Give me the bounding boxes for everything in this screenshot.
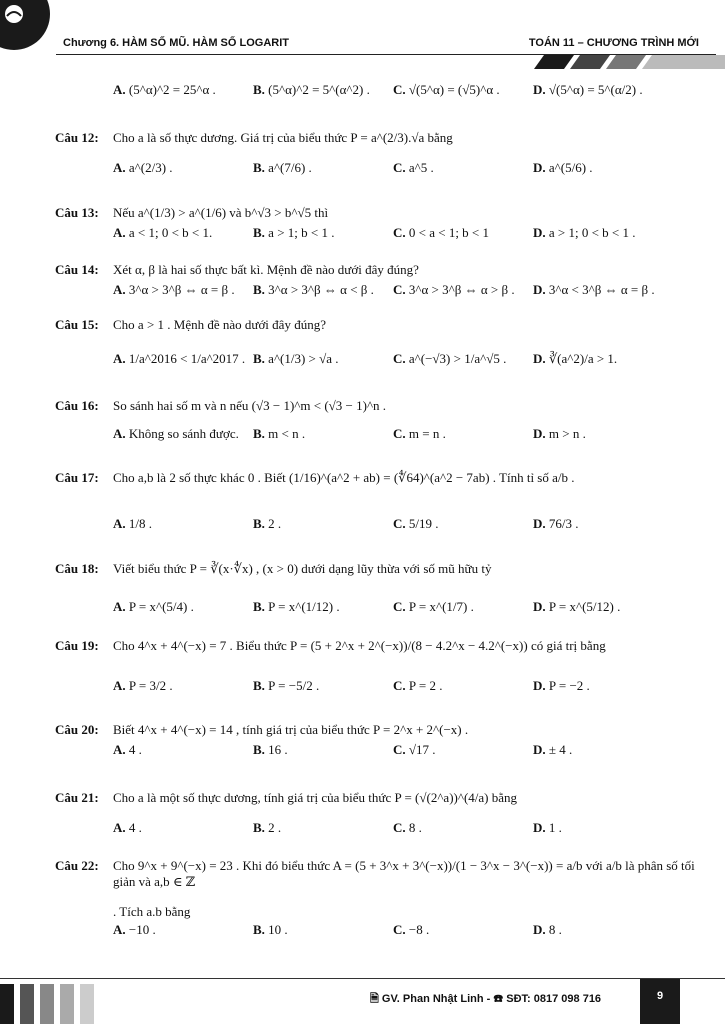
option-d[interactable]: D. 8 .	[533, 922, 562, 937]
option-a[interactable]: A. −10 .	[113, 922, 156, 937]
question-15: Câu 15: Cho a > 1 . Mệnh đề nào dưới đây đúng? A. 1/a^2016 < 1/a^2017 . B. a^(1/3) > √a . C. a^(−√3) > 1/a^√5 . D. ∛(a^2)/a > 1.	[55, 317, 695, 367]
option-d[interactable]: D. 76/3 .	[533, 516, 579, 531]
option-c[interactable]: C. −8 .	[393, 922, 430, 937]
option-d[interactable]: D. ∛(a^2)/a > 1.	[533, 351, 618, 366]
footer-contact: 🗎 GV. Phan Nhật Linh - ☎ SĐT: 0817 098 716	[370, 993, 602, 1005]
option-b-text: (5^α)^2 = 5^(α^2) .	[268, 82, 370, 97]
option-a[interactable]: A. P = x^(5/4) .	[113, 599, 194, 614]
option-c[interactable]: C. a^5 .	[393, 160, 434, 175]
question-21: Câu 21: Cho a là một số thực dương, tính giá trị của biểu thức P = (√(2^a))^(4/a) bằng A. 4 . B. 2 . C. 8 . D. 1 .	[55, 790, 695, 836]
option-b[interactable]: B. 2 .	[253, 516, 282, 531]
option-d[interactable]: D. 1 .	[533, 820, 562, 835]
question-14: Câu 14: Xét α, β là hai số thực bất kì. Mệnh đề nào dưới đây đúng? A. 3^α > 3^β ⇔ α = β . B. 3^α > 3^β ⇔ α < β . C. 3^α > 3^β ⇔ α > β . D. 3^α < 3^β ⇔ α = β .	[55, 262, 695, 298]
question-11-options	[55, 82, 695, 98]
option-a[interactable]: A. 4 .	[113, 742, 142, 757]
option-a[interactable]: A. a < 1; 0 < b < 1.	[113, 225, 213, 240]
page-footer	[0, 978, 725, 1024]
question-number: Câu 12:	[55, 130, 99, 145]
question-12	[55, 130, 695, 176]
option-a[interactable]: A. a^(2/3) .	[113, 160, 173, 175]
option-d[interactable]: D. a > 1; 0 < b < 1 .	[533, 225, 636, 240]
option-d[interactable]: D. a^(5/6) .	[533, 160, 593, 175]
option-b[interactable]: B. a^(7/6) .	[253, 160, 312, 175]
option-b[interactable]: B. 3^α > 3^β ⇔ α < β .	[253, 282, 374, 297]
page-number: 9	[640, 979, 680, 1024]
question-19: Câu 19: Cho 4^x + 4^(−x) = 7 . Biểu thức P = (5 + 2^x + 2^(−x))/(8 − 4.2^x − 4.2^(−x)) có giá trị bằng A. P = 3/2 . B. P = −5/2 . C. P = 2 . D. P = −2 .	[55, 638, 695, 694]
option-c[interactable]: C. a^(−√3) > 1/a^√5 .	[393, 351, 507, 366]
option-b[interactable]: B. (5^α)^2 = 5^(α^2) .	[253, 82, 370, 97]
option-b[interactable]: B. 2 .	[253, 820, 282, 835]
option-b[interactable]: B. 16 .	[253, 742, 288, 757]
question-18: Câu 18: Viết biểu thức P = ∛(x·∜x) , (x > 0) dưới dạng lũy thừa với số mũ hữu tỷ A. P = x^(5/4) . B. P = x^(1/12) . C. P = x^(1/7) . D. P = x^(5/12) .	[55, 561, 695, 615]
footer-bars	[0, 984, 110, 1024]
question-13: Câu 13: Nếu a^(1/3) > a^(1/6) và b^√3 > b^√5 thì A. a < 1; 0 < b < 1. B. a > 1; b < 1 . C. 0 < a < 1; b < 1 D. a > 1; 0 < b < 1 .	[55, 205, 695, 241]
option-b[interactable]: B. P = x^(1/12) .	[253, 599, 340, 614]
option-c[interactable]: C. √17 .	[393, 742, 436, 757]
footer-divider	[0, 978, 725, 979]
option-b[interactable]: B. P = −5/2 .	[253, 678, 320, 693]
option-a-text: (5^α)^2 = 25^α .	[128, 82, 216, 97]
option-a[interactable]: A. Không so sánh được.	[113, 426, 239, 441]
phone-number: SĐT: 0817 098 716	[506, 993, 602, 1005]
course-title: TOÁN 11 – CHƯƠNG TRÌNH MỚI	[528, 37, 699, 49]
option-a[interactable]: A. P = 3/2 .	[113, 678, 173, 693]
question-stem-continued: . Tích a.b bằng	[113, 904, 191, 919]
phone-icon: ☎	[493, 993, 504, 1005]
option-c[interactable]: C. m = n .	[393, 426, 446, 441]
question-stem: Cho a là số thực dương. Giá trị của biểu thức P = a^(2/3).√a bằng	[113, 130, 453, 145]
option-d[interactable]: D. m > n .	[533, 426, 586, 441]
option-d[interactable]: D. P = x^(5/12) .	[533, 599, 621, 614]
question-17: Câu 17: Cho a,b là 2 số thực khác 0 . Biết (1/16)^(a^2 + ab) = (∜64)^(a^2 − 7ab) . Tính tỉ số a/b . A. 1/8 . B. 2 . C. 5/19 . D. 76/3 .	[55, 470, 695, 532]
document-icon: 🗎	[370, 993, 379, 1005]
option-d[interactable]: D. ± 4 .	[533, 742, 573, 757]
option-c[interactable]: C. 3^α > 3^β ⇔ α > β .	[393, 282, 515, 297]
author-name: GV. Phan Nhật Linh	[381, 993, 484, 1005]
option-b[interactable]: B. 10 .	[253, 922, 288, 937]
option-a[interactable]: A. 1/8 .	[113, 516, 153, 531]
option-c[interactable]: C. √(5^α) = (√5)^α .	[393, 82, 500, 97]
option-c[interactable]: C. P = 2 .	[393, 678, 443, 693]
option-b[interactable]: B. m < n .	[253, 426, 306, 441]
option-d[interactable]: D. √(5^α) = 5^(α/2) .	[533, 82, 643, 97]
option-c-text: √(5^α) = (√5)^α .	[408, 82, 500, 97]
option-c[interactable]: C. 5/19 .	[393, 516, 439, 531]
chapter-title: Chương 6. HÀM SỐ MŨ. HÀM SỐ LOGARIT	[63, 37, 289, 49]
logo-icon	[2, 2, 26, 26]
question-16: Câu 16: So sánh hai số m và n nếu (√3 − 1)^m < (√3 − 1)^n . A. Không so sánh được. B. m < n . C. m = n . D. m > n .	[55, 398, 695, 442]
option-c[interactable]: C. P = x^(1/7) .	[393, 599, 474, 614]
option-b[interactable]: B. a > 1; b < 1 .	[253, 225, 335, 240]
option-a[interactable]: A. 4 .	[113, 820, 142, 835]
option-c[interactable]: C. 8 .	[393, 820, 422, 835]
option-a[interactable]: A. 1/a^2016 < 1/a^2017 .	[113, 351, 246, 366]
question-22: Câu 22: Cho 9^x + 9^(−x) = 23 . Khi đó biểu thức A = (5 + 3^x + 3^(−x))/(1 − 3^x − 3^(−x)) = a/b với a/b là phân số tối giản và a,b ∈ ℤ . Tích a.b bằng A. −10 . B. 10 . C. −8 . D. 8 .	[55, 858, 695, 937]
option-d[interactable]: D. 3^α < 3^β ⇔ α = β .	[533, 282, 655, 297]
option-a[interactable]: A. 3^α > 3^β ⇔ α = β .	[113, 282, 235, 297]
option-c[interactable]: C. 0 < a < 1; b < 1	[393, 225, 490, 240]
option-a[interactable]: A. (5^α)^2 = 25^α .	[113, 82, 216, 97]
option-d[interactable]: D. P = −2 .	[533, 678, 590, 693]
page-header	[0, 0, 725, 60]
logo	[0, 0, 50, 50]
question-20: Câu 20: Biết 4^x + 4^(−x) = 14 , tính giá trị của biểu thức P = 2^x + 2^(−x) . A. 4 . B. 16 . C. √17 . D. ± 4 .	[55, 722, 695, 758]
option-d-text: √(5^α) = 5^(α/2) .	[548, 82, 643, 97]
option-b[interactable]: B. a^(1/3) > √a .	[253, 351, 339, 366]
header-stripes	[530, 55, 725, 69]
